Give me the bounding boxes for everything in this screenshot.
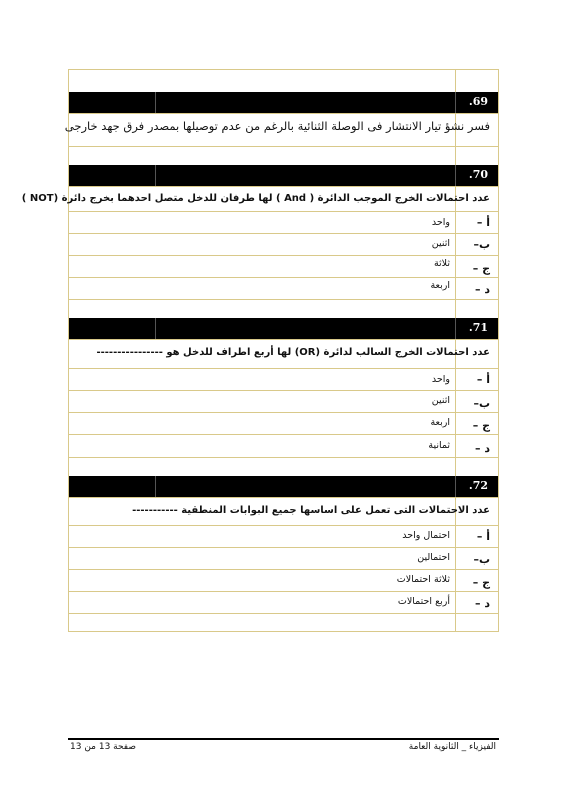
question-number: .71 — [468, 321, 488, 334]
option-text: اثنين — [431, 238, 450, 249]
question-text: فسر نشؤ تيار الانتشار فى الوصلة الثنائية بالرغم من عدم توصيلها بمصدر فرق جهد خارجى — [64, 119, 490, 133]
option-row — [69, 525, 498, 543]
question-text: عدد احتمالات الخرج الموجب الدائرة ( And ) لها طرفان للدخل متصل احدهما بخرج دائرة (NOT ) — [21, 193, 490, 204]
option-row — [69, 233, 498, 251]
option-text: ثمانية — [428, 440, 450, 451]
question-row — [64, 113, 498, 133]
blank-row — [69, 457, 498, 458]
option-row — [69, 569, 498, 589]
question-number: .69 — [468, 95, 488, 108]
option-letter: ب– — [473, 238, 490, 251]
option-text: أربع احتمالات — [397, 596, 450, 607]
option-letter: أ – — [476, 216, 490, 229]
option-row — [69, 390, 498, 410]
option-letter: ج – — [472, 419, 490, 432]
option-row — [69, 255, 498, 275]
option-row — [69, 277, 498, 296]
option-letter: ج – — [472, 262, 490, 275]
footer-divider — [68, 738, 499, 740]
option-row — [69, 412, 498, 432]
option-text: ثلاثة — [433, 258, 450, 269]
option-letter: ب– — [473, 553, 490, 566]
option-text: اربعة — [430, 417, 450, 428]
question-text: عدد الاحتمالات التى تعمل على اساسها جميع البوابات المنطقية ----------- — [132, 505, 490, 516]
option-letter: د – — [475, 442, 490, 455]
footer-subject: الفيزياء _ الثانوية العامة — [408, 742, 496, 752]
option-text: واحد — [431, 374, 450, 385]
question-header — [69, 92, 498, 113]
question-row — [69, 497, 498, 516]
question-row — [21, 186, 498, 204]
question-number: .70 — [468, 168, 488, 181]
option-letter: د – — [475, 597, 490, 610]
question-number: .72 — [468, 479, 488, 492]
option-letter: ب– — [473, 397, 490, 410]
option-text: ثلاثة احتمالات — [396, 574, 450, 585]
option-text: احتمالين — [417, 552, 450, 563]
option-letter: د – — [475, 283, 490, 296]
option-row — [69, 547, 498, 566]
option-text: اربعة — [430, 280, 450, 291]
option-row — [69, 434, 498, 455]
page-number: صفحة 13 من 13 — [70, 742, 137, 752]
blank-row — [69, 299, 498, 300]
option-text: احتمال واحد — [402, 530, 450, 541]
blank-row — [69, 146, 498, 147]
option-letter: أ – — [476, 530, 490, 543]
question-text: عدد احتمالات الخرج السالب لدائرة (OR) لها أربع اطراف للدخل هو ---------------- — [96, 347, 490, 358]
question-header — [69, 476, 498, 497]
option-row — [69, 368, 498, 386]
question-header — [69, 318, 498, 339]
option-row — [69, 591, 498, 610]
blank-row — [69, 613, 498, 614]
question-header — [69, 165, 498, 186]
question-sheet — [21, 69, 499, 632]
option-letter: أ – — [476, 373, 490, 386]
question-row — [69, 339, 498, 358]
option-letter: ج – — [472, 576, 490, 589]
option-text: اثنين — [431, 395, 450, 406]
option-text: واحد — [431, 217, 450, 228]
option-row — [69, 211, 498, 229]
